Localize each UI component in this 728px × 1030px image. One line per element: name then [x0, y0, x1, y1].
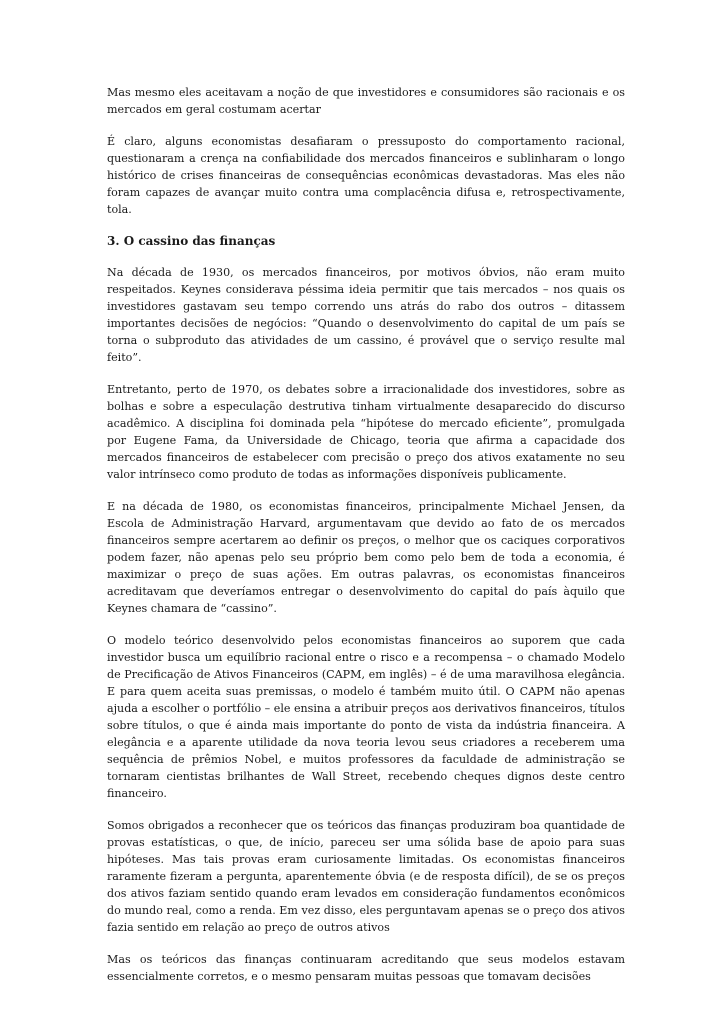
document-page [107, 84, 625, 1000]
paragraph-1970-efficient-market: Entretanto, perto de 1970, os debates sobre a irracionalidade dos investidores, sobre as bolhas e sobre a especulação destrutiva tinham virtualmente desaparecido do discurso acadêmico. A disciplina foi dominada pela “hipótese do mercado eficiente”, promulgada por Eugene Fama, da Universidade de Chicago, teoria que afirma a capacidade dos mercados financeiros de estabelecer com precisão o preço dos ativos exatamente no seu valor intrínseco como produto de todas as informações disponíveis publicamente. [107, 383, 625, 481]
paragraph-economists-challenged: É claro, alguns economistas desafiaram o pressuposto do comportamento racional, questionaram a crença na confiabilidade dos mercados financeiros e sublinharam o longo histórico de crises financeiras de consequências econômicas devastadoras. Mas eles não foram capazes de avançar muito contra uma complacência difusa e, retrospectivamente, tola. [107, 135, 625, 216]
paragraph-1980-jensen: E na década de 1980, os economistas financeiros, principalmente Michael Jensen, da Escola de Administração Harvard, argumentavam que devido ao fato de os mercados financeiros sempre acertarem ao definir os preços, o melhor que os caciques corporativos podem fazer, não apenas pelo seu próprio bem como pelo bem de toda a economia, é maximizar o preço de suas ações. Em outras palavras, os economistas financeiros acreditavam que deveríamos entregar o desenvolvimento do capital do país àquilo que Keynes chamara de “cassino”. [107, 500, 625, 615]
paragraph-statistical-evidence: Somos obrigados a reconhecer que os teóricos das finanças produziram boa quantidade de provas estatísticas, o que, de início, pareceu ser uma sólida base de apoio para suas hipóteses. Mas tais provas eram curiosamente limitadas. Os economistas financeiros raramente fizeram a pergunta, aparentemente óbvia (e de resposta difícil), de se os preços dos ativos faziam sentido quando eram levados em consideração fundamentos econômicos do mundo real, como a renda. Em vez disso, eles perguntavam apenas se o preço dos ativos fazia sentido em relação ao preço de outros ativos [107, 819, 625, 934]
paragraph-rational-investors: Mas mesmo eles aceitavam a noção de que investidores e consumidores são racionais e os mercados em geral costumam acertar [107, 86, 625, 116]
paragraph-theorists-continued: Mas os teóricos das finanças continuaram acreditando que seus modelos estavam essencialmente corretos, e o mesmo pensaram muitas pessoas que tomavam decisões [107, 953, 625, 983]
paragraph-capm-model: O modelo teórico desenvolvido pelos economistas financeiros ao suporem que cada investidor busca um equilíbrio racional entre o risco e a recompensa – o chamado Modelo de Precificação de Ativos Financeiros (CAPM, em inglês) – é de uma maravilhosa elegância. E para quem aceita suas premissas, o modelo é também muito útil. O CAPM não apenas ajuda a escolher o portfólio – ele ensina a atribuir preços aos derivativos financeiros, títulos sobre títulos, o que é ainda mais importante do ponto de vista da indústria financeira. A elegância e a aparente utilidade da nova teoria levou seus criadores a receberem uma sequência de prêmios Nobel, e muitos professores da faculdade de administração se tornaram cientistas brilhantes de Wall Street, recebendo cheques dignos deste centro financeiro. [107, 634, 625, 800]
section-heading: 3. O cassino das finanças [107, 234, 276, 248]
paragraph-1930s-keynes: Na década de 1930, os mercados financeiros, por motivos óbvios, não eram muito respeitados. Keynes considerava péssima ideia permitir que tais mercados – nos quais os investidores gastavam seu tempo correndo uns atrás do rabo dos outros – ditassem importantes decisões de negócios: “Quando o desenvolvimento do capital de um país se torna o subproduto das atividades de um cassino, é provável que o serviço resulte mal feito”. [107, 266, 625, 364]
